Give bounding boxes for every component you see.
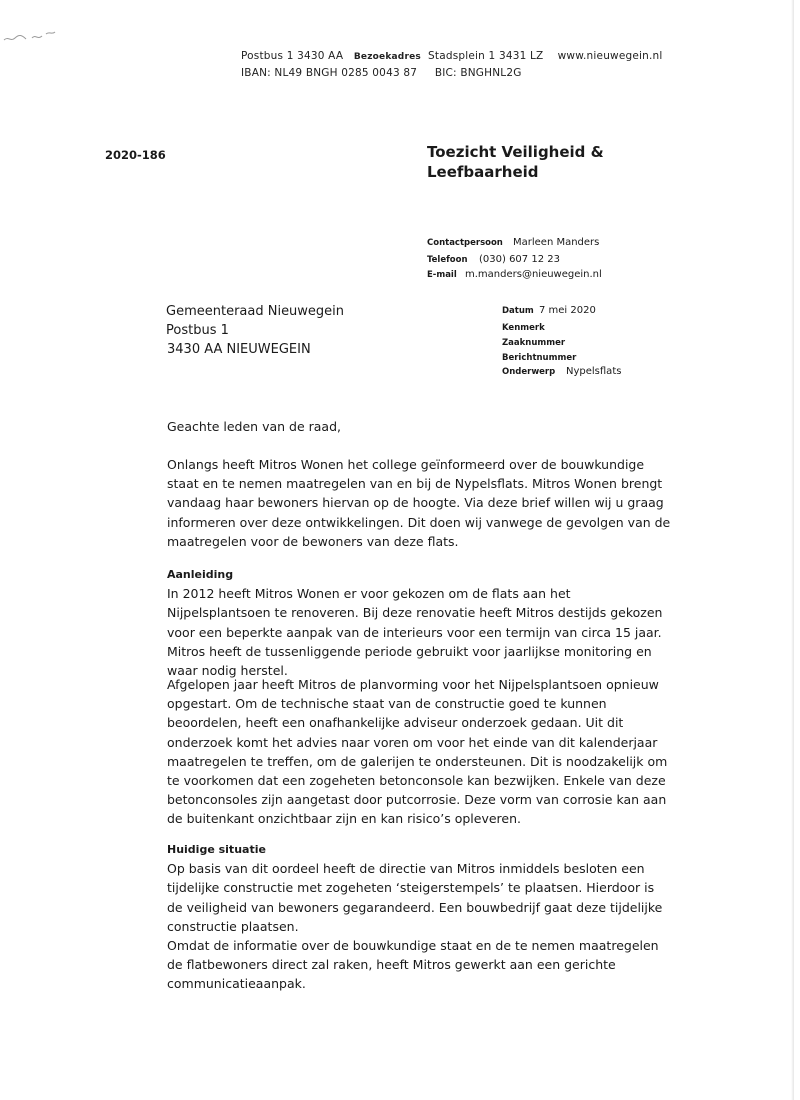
contact-person-value: Marleen Manders — [513, 237, 600, 248]
department-title — [427, 142, 604, 182]
letterhead-line-1 — [241, 50, 663, 62]
contact-email-label: E-mail — [427, 270, 457, 280]
recipient-postbus: Postbus 1 — [166, 323, 229, 338]
contact-person-label: Contactpersoon — [427, 238, 503, 248]
section-huidige-situatie — [167, 840, 672, 994]
zaaknummer-label: Zaaknummer — [502, 338, 566, 348]
postbus: Postbus 1 3430 AA — [241, 50, 344, 62]
contact-email-value[interactable]: m.manders@nieuwegein.nl — [465, 269, 602, 280]
contact-phone-value: (030) 607 12 23 — [479, 254, 560, 265]
section-aanleiding — [167, 565, 672, 680]
bezoekadres-label: Bezoekadres — [353, 52, 421, 62]
paragraph-huidige-1: Op basis van dit oordeel heeft de directie van Mitros inmiddels besloten een tijdelijke constructie met zogeheten ‘steigerstempels’ te plaatsen. Hierdoor is de veiligheid van bewoners gegarandeerd. Een bouwbedrijf gaat deze tijdelijke constructie plaatsen. — [167, 861, 663, 934]
meta-datum — [502, 305, 596, 316]
datum-value: 7 mei 2020 — [539, 305, 596, 316]
heading-aanleiding: Aanleiding — [167, 568, 234, 581]
contact-phone-label: Telefoon — [427, 255, 468, 265]
meta-kenmerk — [502, 322, 545, 333]
paragraph-huidige-2: Omdat de informatie over de bouwkundige staat en de te nemen maatregelen de flatbewoners direct zal raken, heeft Mitros gewerkt aan een gerichte communicatieaanpak. — [167, 938, 659, 992]
meta-berichtnummer — [502, 352, 576, 363]
department-line-2: Leefbaarheid — [427, 163, 539, 181]
department-line-1: Toezicht Veiligheid & — [427, 143, 604, 161]
recipient-address — [166, 302, 344, 359]
paragraph-intro: Onlangs heeft Mitros Wonen het college geïnformeerd over de bouwkundige staat en te nemen maatregelen van en bij de Nypelsflats. Mitros Wonen brengt vandaag haar bewoners hiervan op de hoogte. Via deze brief willen wij u graag informeren over deze ontwikkelingen. Dit doen wij vanwege de gevolgen van de maatregelen voor de bewoners van deze flats. — [167, 457, 671, 549]
contact-email — [427, 269, 602, 280]
kenmerk-label: Kenmerk — [502, 323, 545, 333]
pen-scribble-mark — [2, 26, 62, 50]
letterhead-line-2 — [241, 67, 522, 79]
bezoekadres: Stadsplein 1 3431 LZ — [428, 50, 544, 62]
salutation: Geachte leden van de raad, — [167, 419, 341, 434]
meta-onderwerp — [502, 366, 621, 377]
reference-number: 2020-186 — [105, 148, 166, 162]
berichtnummer-label: Berichtnummer — [502, 353, 577, 363]
contact-person — [427, 237, 599, 248]
bic: BIC: BNGHNL2G — [434, 67, 522, 79]
onderwerp-label: Onderwerp — [502, 367, 556, 377]
paragraph-afgelopen: Afgelopen jaar heeft Mitros de planvorming voor het Nijpelsplantsoen opnieuw opgestart. Om de technische staat van de constructie goed te kunnen beoordelen, heeft een onafhankelijke adviseur onderzoek gedaan. Uit dit onderzoek komt het advies naar voren om voor het einde van dit kalenderjaar maatregelen te treffen, om de galerijen te ondersteunen. Dit is noodzakelijk om te voorkomen dat een zogeheten betonconsole kan bezwijken. Enkele van deze betonconsoles zijn aangetast door putcorrosie. Deze vorm van corrosie kan aan de buitenkant onzichtbaar zijn en kan risico’s opleveren. — [167, 677, 668, 827]
datum-label: Datum — [502, 306, 534, 316]
website[interactable]: www.nieuwegein.nl — [557, 50, 663, 62]
meta-zaaknummer — [502, 337, 565, 348]
recipient-name: Gemeenteraad Nieuwegein — [166, 304, 345, 319]
scan-edge — [791, 0, 794, 1100]
onderwerp-value: Nypelsflats — [566, 366, 622, 377]
paragraph-aanleiding: In 2012 heeft Mitros Wonen er voor gekozen om de flats aan het Nijpelsplantsoen te renoveren. Bij deze renovatie heeft Mitros destijds gekozen voor een beperkte aanpak van de interieurs voor een termijn van circa 15 jaar. Mitros heeft de tussenliggende periode gebruikt voor jaarlijkse monitoring en waar nodig herstel. — [167, 586, 663, 679]
heading-huidige-situatie: Huidige situatie — [167, 843, 266, 856]
recipient-city: 3430 AA NIEUWEGEIN — [167, 342, 311, 357]
contact-phone — [427, 254, 560, 265]
iban: IBAN: NL49 BNGH 0285 0043 87 — [241, 67, 418, 79]
